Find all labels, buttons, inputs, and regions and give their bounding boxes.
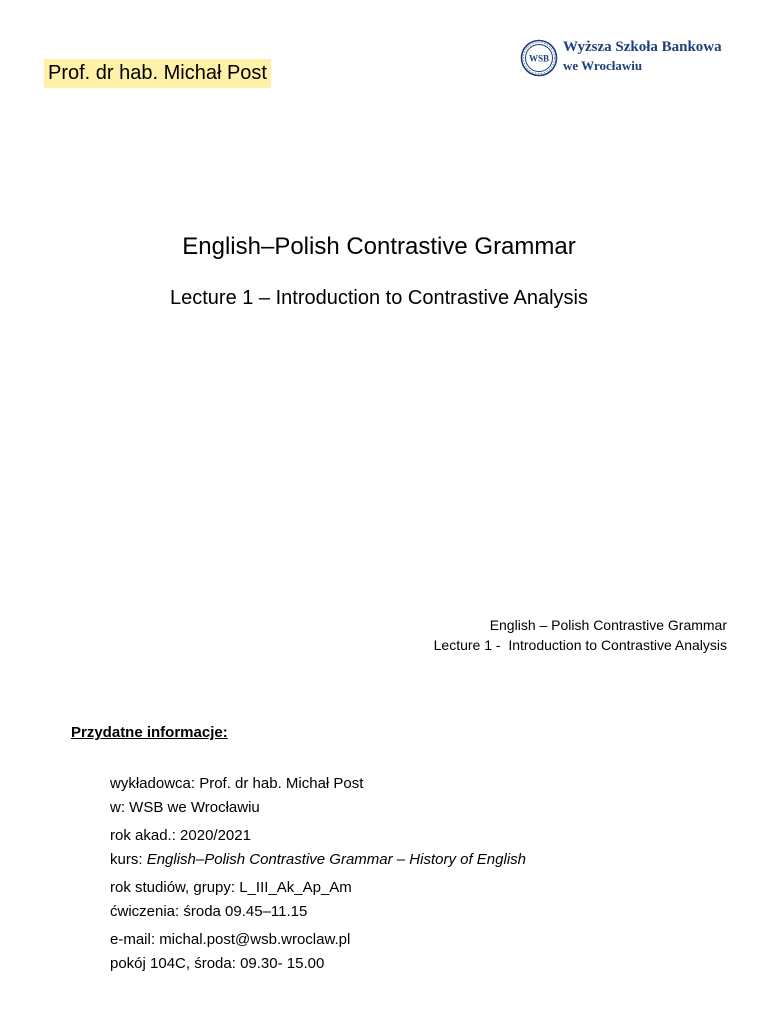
info-office-value: 09.30- 15.00 <box>240 955 325 972</box>
info-email <box>110 928 526 952</box>
info-office <box>110 952 526 976</box>
author-name: Prof. dr hab. Michał Post <box>44 59 271 88</box>
info-year-label: rok akad.: <box>110 827 181 844</box>
info-year-value: 2020/2021 <box>180 827 251 844</box>
info-email-label: e-mail: <box>110 931 160 948</box>
info-classes <box>110 900 526 924</box>
svg-text:WSB: WSB <box>528 53 550 64</box>
document-title: English–Polish Contrastive Grammar <box>182 233 576 260</box>
info-course <box>110 848 526 872</box>
info-email-value[interactable]: michal.post@wsb.wroclaw.pl <box>159 931 351 948</box>
info-block <box>110 772 526 980</box>
info-classes-value: środa 09.45–11.15 <box>183 903 308 920</box>
info-year <box>110 824 526 848</box>
university-name <box>563 38 722 74</box>
info-groups-value: L_III_Ak_Ap_Am <box>239 879 352 896</box>
info-institution <box>110 796 526 820</box>
info-institution-value: WSB we Wrocławiu <box>129 799 260 816</box>
info-classes-label: ćwiczenia: <box>110 903 184 920</box>
info-institution-label: w: <box>110 799 130 816</box>
running-head-line2: Lecture 1 - Introduction to Contrastive Analysis <box>433 637 727 653</box>
info-group-contact <box>110 928 526 976</box>
university-name-line1: Wyższa Szkoła Bankowa <box>563 39 722 55</box>
university-logo <box>520 38 740 80</box>
info-group-course <box>110 824 526 872</box>
university-seal-icon <box>520 39 558 77</box>
info-lecturer <box>110 772 526 796</box>
document-subtitle: Lecture 1 – Introduction to Contrastive Analysis <box>169 287 588 309</box>
info-heading: Przydatne informacje: <box>71 724 228 741</box>
university-name-line2: we Wrocławiu <box>563 58 643 73</box>
running-head-line1: English – Polish Contrastive Grammar <box>489 617 727 633</box>
info-lecturer-label: wykładowca: <box>110 775 200 792</box>
info-office-label: pokój 104C, środa: <box>110 955 241 972</box>
info-groups <box>110 876 526 900</box>
info-groups-label: rok studiów, grupy: <box>110 879 240 896</box>
running-head <box>434 615 727 655</box>
info-group-schedule <box>110 876 526 924</box>
info-lecturer-value: Prof. dr hab. Michał Post <box>199 775 364 792</box>
info-course-label: kurs: <box>110 851 147 868</box>
info-group-lecturer <box>110 772 526 820</box>
info-course-value: English–Polish Contrastive Grammar – History of English <box>146 851 527 868</box>
